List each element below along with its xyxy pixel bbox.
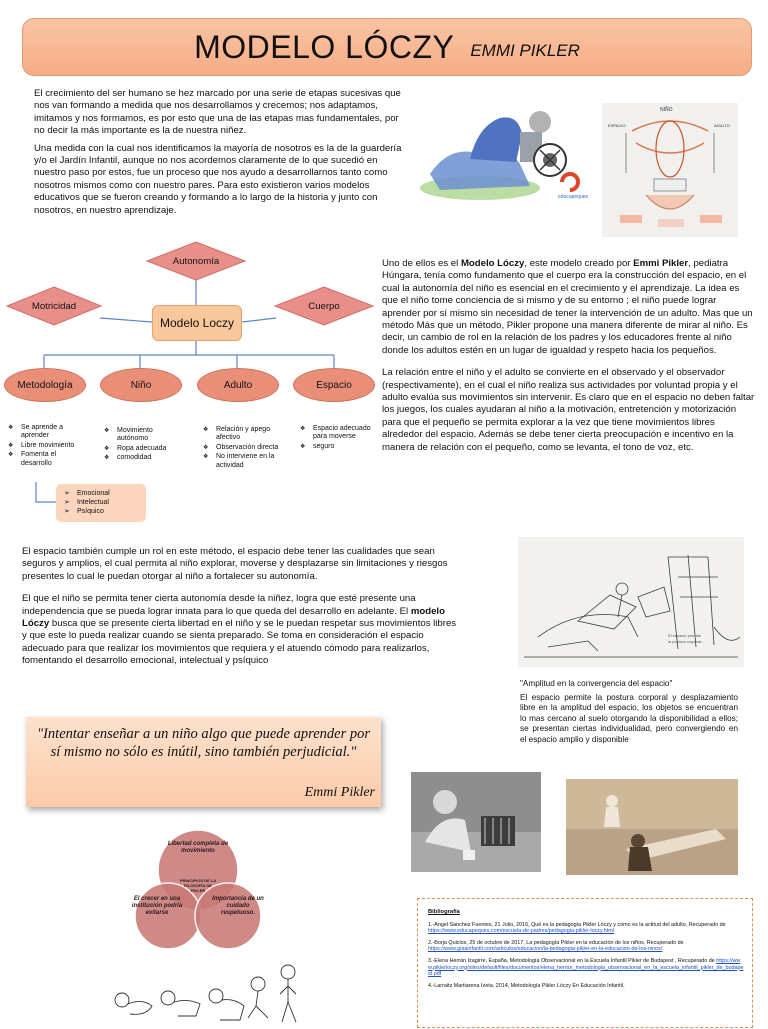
mindmap-node-autonomia	[146, 241, 246, 281]
text-run: El que el niño se permita tener cierta autonomía desde la niñez, logra que esté presente una independencia que se pueda lograr innata para lo que queda del desarrollo en adelante. El	[22, 593, 416, 617]
citation-link[interactable]: https://www.educapeques.com/escuela-de-padres/pedagogia-pikler-loczy.html	[428, 928, 614, 935]
list-item: ❖ Se aprende a aprender	[8, 424, 80, 441]
right-text	[382, 258, 756, 459]
svg-text:la postura corporal...: la postura corporal...	[668, 639, 705, 644]
svg-text:ADULTO: ADULTO	[714, 123, 730, 128]
mindmap-oval-espacio: Espacio	[293, 368, 375, 402]
list-item: ❖ Relación y apego afectivo	[203, 426, 283, 443]
quote-text: "Intentar enseñar a un niño algo que puede aprender por sí mismo no sólo es inútil, sino también perjudicial."	[37, 726, 370, 760]
intro-paragraph-1: El crecimiento del ser humano se hez marcado por una serie de etapas sucesivas que nos van formando a medida que nos desarrollamos y crecemos; nos adaptamos, imitamos y nos formamos, es por esto que una de las etapas mas fundamentales, por no decir la más importante es la de nuestra niñez.	[34, 88, 401, 137]
citation-link[interactable]: https://www.piklerloczy.org/sites/default/files/documentos/elena_herran_metodologia_observacional_en_la_escuela_infantil_pikler_de_budapest.pdf	[428, 957, 744, 978]
mindmap-node-motricidad	[6, 286, 102, 326]
space-sketch-drawing	[518, 537, 744, 667]
mindmap-oval-metodologia: Metodología	[4, 368, 86, 402]
citation-text: 2.-Borja Quicios, 25 de octubre de 2017, La pedagogía Pikler en la educación de los niños, Recuperado de	[428, 939, 684, 946]
venn-top: Libertad completa de movimiento	[167, 841, 229, 854]
list-item: ➢ Intelectual	[64, 498, 146, 507]
list-metodologia	[8, 424, 80, 469]
caption-body: El espacio permite la postura corporal y desplazamiento libre en la amplitud del espacio, los objetos se encuentran lo mas cercano al suelo otorgando la disponibilidad a ellos; se presentan ciertas individualidad, pero convergiendo en el espacio amplio y disponible	[520, 692, 738, 744]
list-item: ➢ Psíquico	[64, 507, 146, 516]
bibliography-item	[428, 922, 744, 935]
list-item: ❖ Libre movimiento	[8, 442, 80, 450]
mindmap-label-autonomia: Autonomía	[172, 255, 220, 267]
mindmap-development-box	[56, 484, 146, 522]
sketch-caption	[520, 679, 738, 746]
text-run: Uno de ellos es el	[382, 258, 461, 269]
children-photo-sepia	[566, 779, 738, 875]
quote-author: Emmi Pikler	[304, 785, 375, 800]
right-paragraph-2: La relación entre el niño y el adulto se convierte en el observado y el observador (respectivamente), en el cual el niño realiza sus actividades por voluntad propia y el adulto evalúa sus movimientos sin intervenir. Es claro que en el espacio no deben faltar los juegos, los cuales ayudaran al niño a la motivación, entretención y motorización para que el pequeño se permita explorar a la vez que tiene movimientos libres alrededor del espacio. Además se debe tener cierta preocupación e incentivo en la manera de relación con el pequeño, como se levanta, el tono de voz, etc.	[382, 367, 755, 453]
svg-text:El espacio permite: El espacio permite	[668, 633, 701, 638]
illustration-child-playing	[420, 104, 589, 202]
bibliography-title: Bibliografía	[428, 909, 460, 915]
list-item: ❖ Espacio adecuado para moverse	[300, 425, 372, 442]
venn-center: PRINCIPIOS DE LA FILOSOFÍA DE PIKLER	[179, 878, 217, 893]
venn-right: Importancia de un cuidado respetuoso.	[212, 896, 264, 916]
caption-title: "Amplitud en la convergencia del espacio"	[520, 679, 673, 688]
text-run: , este modelo creado por	[524, 258, 634, 269]
citation-text: 1.-Angel Sanchez Fuentes, 21 Julio, 2016, Qué es la pedagogía Pikler Lóczy y cómo es la actitud del adulto, Recuperado de	[428, 921, 726, 928]
list-item: ❖ Ropa adecuada	[104, 445, 180, 453]
list-item: ❖ seguro	[300, 443, 372, 451]
mindmap-label-motricidad: Motricidad	[31, 300, 77, 312]
venn-left: El crecer en una institución podría evitarse	[131, 896, 183, 916]
bibliography-item	[428, 940, 744, 953]
mindmap-oval-nino: Niño	[100, 368, 182, 402]
bibliography-item	[428, 983, 744, 990]
list-nino	[104, 427, 180, 464]
citation-link[interactable]: https://www.guiainfantil.com/articulos/educacion/la-pedagogia-pikler-en-la-educacion-de-los-ninos/	[428, 946, 663, 953]
middle-text	[22, 546, 462, 673]
list-item: ❖ comodidad	[104, 454, 180, 462]
venn-diagram	[118, 828, 278, 948]
list-item: ➢ Emocional	[64, 489, 146, 498]
page-author: EMMI PIKLER	[470, 41, 580, 60]
model-name: Modelo Lóczy	[460, 258, 525, 269]
author-name: Emmi Pikler	[633, 258, 689, 269]
list-adulto	[203, 426, 283, 471]
citation-text: 4.-Larraitz Martiarena Izeta, 2014, Metodología Pikler Lóczy En Educación Infantil,	[428, 982, 625, 989]
svg-text:ESPACIO: ESPACIO	[608, 123, 626, 128]
mindmap-oval-adulto: Adulto	[197, 368, 279, 402]
right-paragraph-1	[382, 258, 756, 357]
list-item: ❖ Movimiento autónomo	[104, 427, 180, 444]
intro-text	[34, 88, 412, 222]
child-photo-bw	[411, 772, 541, 872]
middle-paragraph-1: El espacio también cumple un rol en este método, el espacio debe tener las cualidades que sean seguros y amplios, el cual permita al niño explorar, moverse y desplazarse sin limitaciones y riesgos presentes lo cual le puedan otorgar al niño a fortalecer su autonomía.	[22, 546, 448, 582]
pikler-diagram-photo	[602, 103, 738, 237]
mindmap-label-cuerpo: Cuerpo	[308, 300, 340, 312]
list-espacio	[300, 425, 372, 452]
list-item: ❖ Fomenta el desarrollo	[8, 451, 80, 468]
svg-text:NIÑO: NIÑO	[660, 107, 673, 113]
svg-text:educapeques: educapeques	[558, 194, 589, 200]
intro-paragraph-2: Una medida con la cual nos identificamos la mayoría de nosotros es la de la guardería y/o el Jardín Infantil, aunque no nos acordemos claramente de lo que sucedió en nuestro paso por estos, fue un proceso que nos ayudo a desarrollarnos tanto como nosotros mismos como con nuestro pares. Para esto existieron varios modelos educativos que se fueron creando y formando a lo largo de la historia y junto con nosotros, en nuestro aprendizaje.	[34, 142, 402, 216]
citation-text: 3.-Elena Herrán Izagirre, España, Metodología Observacional en la Escuela Infantil Pikler de Budapest , Recuperado de	[428, 957, 717, 964]
mindmap-center: Modelo Loczy	[152, 305, 242, 341]
title-banner	[22, 18, 752, 76]
bibliography-box	[417, 898, 753, 1028]
list-item: ❖ No interviene en la actividad	[203, 453, 283, 470]
quote-box	[26, 717, 381, 807]
model-name: modelo Lóczy	[22, 605, 445, 630]
text-run: , pediatra Húngara, tenía como fundamento que el cuerpo era la construcción del espacio, en el cual la autonomía del niño es esencial en el crecimiento y el aprendizaje. La idea es que el niño tome conciencia de si mismo y de su entorno ; el niño puede lograr aprender por sí mismo sin necesidad de tener la intervención de un adulto. Mas que un método Más que un método, Pikler propone una manera diferente de mirar al niño. Es decir, un cambio de rol en la relación de los padres y los educadores frente al niño donde los adultos estén en un lugar de igualdad y respeto hacia los pequeños.	[382, 258, 753, 356]
bibliography-item	[428, 958, 744, 978]
baby-motor-development-sketch	[108, 958, 304, 1024]
page-title: MODELO LÓCZY	[194, 28, 455, 65]
mindmap-node-cuerpo	[274, 286, 374, 326]
list-item: ❖ Observación directa	[203, 444, 283, 452]
middle-paragraph-2	[22, 593, 462, 667]
text-run: busca que se presente cierta libertad en el niño y se le puedan respetar sus movimientos libres y que este lo pueda realizar cuando se sienta preparado. Se toma en consideración el espacio adecuado para que realizar los movimientos que requiera y el atuendo cómodo para realizarlos, fomentando el desarrollo emocional, intelectual y psíquico	[22, 618, 457, 667]
